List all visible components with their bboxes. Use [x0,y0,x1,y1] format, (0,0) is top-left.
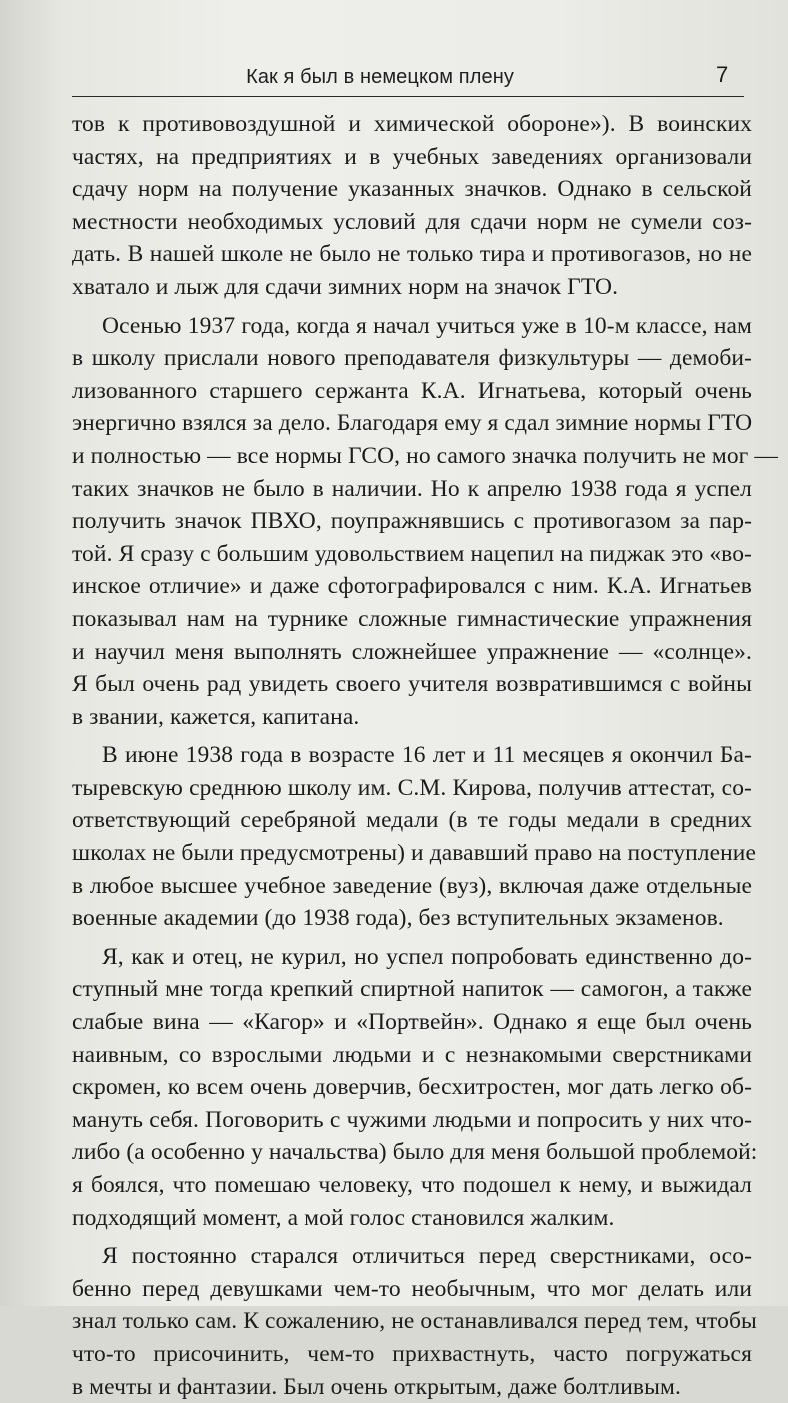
body-text [72,108,778,1403]
text-line: в школу прислали нового преподавателя физкультуры — демоби- [72,345,752,372]
text-line: подходящий момент, а мой голос становился жалким. [72,1204,615,1231]
text-line: Осенью 1937 года, когда я начал учиться уже в 10-м классе, нам [102,312,752,339]
text-line: В июне 1938 года в возрасте 16 лет и 11 месяцев я окончил Ба- [102,742,752,769]
paragraph-3 [72,739,756,935]
text-line: показывал нам на турнике сложные гимнастические упражнения [72,605,752,632]
text-line: и полностью — все нормы ГСО, но самого значка получить не мог — [72,442,778,469]
text-line: лизованного старшего сержанта К.А. Игнатьева, который очень [72,377,752,404]
text-line: школах не были предусмотрены) и дававший право на поступление [72,840,756,867]
text-line: хватало и лыж для сдачи зимних норм на значок ГТО. [72,273,619,300]
text-line: в мечты и фантазии. Был очень открытым, даже болтливым. [72,1373,681,1400]
text-line: военные академии (до 1938 года), без вступительных экзаменов. [72,905,724,932]
text-line: ступный мне тогда крепкий спиртной напиток — самогон, а также [72,976,752,1003]
text-line: скромен, ко всем очень доверчив, бесхитростен, мог дать легко об- [72,1074,752,1101]
text-line: инское отличие» и даже сфотографировался с ним. К.А. Игнатьев [72,573,752,600]
text-line: слабые вина — «Кагор» и «Портвейн». Однако я еще был очень [72,1009,752,1036]
text-line: Я был очень рад увидеть своего учителя возвратившимся с войны [72,671,752,698]
text-line: получить значок ПВХО, поупражнявшись с противогазом за пар- [72,508,752,535]
text-line: той. Я сразу с большим удовольствием нацепил на пиджак это «во- [72,540,752,567]
text-line: тов к противовоздушной и химической обороне»). В воинских [72,111,752,137]
page-header [0,62,788,98]
text-line: энергично взялся за дело. Благодаря ему я сдал зимние нормы ГТО [72,410,753,437]
text-line: Я, как и отец, не курил, но успел попробовать единственно до- [102,943,752,970]
text-line: либо (а особенно у начальства) было для меня большой проблемой: [72,1139,758,1166]
text-line: таких значков не было в наличии. Но к апрелю 1938 года я успел [72,475,752,502]
text-line: я боялся, что помешаю человеку, что подошел к нему, и выжидал [72,1172,752,1198]
header-rule [72,96,744,97]
paragraph-2 [72,310,778,734]
text-line: и научил меня выполнять сложнейшее упражнение — «солнце». [72,638,752,665]
text-line: наивным, со взрослыми людьми и с незнакомыми сверстниками [72,1041,752,1068]
running-title: Как я был в немецком плену [246,66,514,88]
paragraph-1 [72,108,752,304]
text-line: что-то присочинить, чем-то прихвастнуть, часто погружаться [72,1340,752,1367]
text-line: знал только сам. К сожалению, не останавливался перед тем, чтобы [72,1308,757,1335]
text-line: в звании, кажется, капитана. [72,703,360,730]
paragraph-5 [72,1240,757,1403]
text-line: ответствующий серебряной медали (в те годы медали в средних [72,807,752,834]
text-line: в любое высшее учебное заведение (вуз), включая даже отдельные [72,872,752,899]
text-line: Я постоянно старался отличиться перед сверстниками, осо- [102,1243,752,1270]
text-line: мануть себя. Поговорить с чужими людьми и попросить у них что- [72,1106,752,1133]
text-line: частях, на предприятиях и в учебных заведениях организовали [72,143,752,170]
paragraph-4 [72,941,758,1234]
text-line: бенно перед девушками чем-то необычным, что мог делать или [72,1275,752,1302]
text-line: тыревскую среднюю школу им. С.М. Кирова, получив аттестат, со- [72,774,752,801]
text-line: дать. В нашей школе не было не только тира и противогазов, но не [72,241,752,268]
text-line: сдачу норм на получение указанных значков. Однако в сельской [72,176,752,203]
text-line: местности необходимых условий для сдачи норм не сумели соз- [72,208,752,235]
page-number: 7 [716,62,729,87]
